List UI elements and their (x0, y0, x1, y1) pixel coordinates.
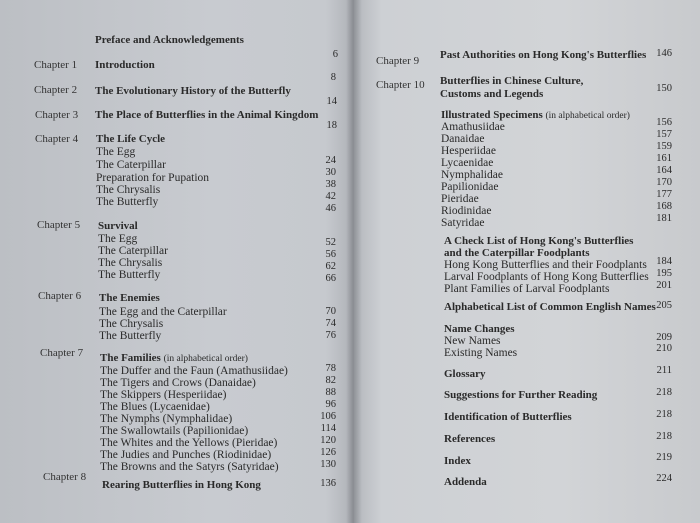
addenda-title: Addenda (444, 476, 487, 488)
toc-entry: The Browns and the Satyrs (Satyridae) (100, 461, 279, 473)
alphabetical-list-title: Alphabetical List of Common English Names (444, 301, 656, 313)
toc-entry: The Duffer and the Faun (Amathusiidae) (100, 365, 288, 377)
page-number: 52 (325, 237, 336, 248)
chapter-7-title-text: The Families (100, 352, 161, 364)
specimens-note: (in alphabetical order) (545, 111, 630, 121)
chapter-7-label: Chapter 7 (40, 347, 84, 359)
toc-entry: New Names (444, 335, 501, 347)
page-number: 218 (656, 431, 672, 442)
further-reading-title: Suggestions for Further Reading (444, 389, 598, 401)
page-number: 24 (325, 155, 336, 166)
toc-entry: The Butterfly (96, 196, 159, 208)
toc-entry: The Tigers and Crows (Danaidae) (100, 377, 256, 389)
specimens-title: Illustrated Specimens (441, 109, 543, 121)
page-number: 224 (656, 473, 672, 484)
chapter-1-label: Chapter 1 (34, 59, 78, 71)
toc-entry: Amathusiidae (441, 121, 505, 133)
page-number: 62 (325, 261, 336, 272)
page-number: 66 (325, 273, 336, 284)
references-title: References (444, 433, 496, 445)
book-gutter (346, 0, 362, 523)
chapter-3-label: Chapter 3 (35, 109, 79, 121)
toc-entry: Preparation for Pupation (96, 172, 210, 184)
page-number: 18 (326, 120, 337, 131)
toc-entry: The Skippers (Hesperiidae) (100, 389, 227, 401)
checklist-title-line2: and the Caterpillar Foodplants (444, 247, 590, 259)
page-number: 218 (656, 409, 672, 420)
toc-entry: Hong Kong Butterflies and their Foodplants (444, 259, 647, 271)
page-number: 130 (320, 459, 336, 470)
page-number: 74 (325, 318, 336, 329)
toc-entry: The Chrysalis (96, 184, 161, 196)
toc-entry: Larval Foodplants of Hong Kong Butterflies (444, 271, 649, 283)
chapter-6-title: The Enemies (99, 292, 160, 304)
page-number: 30 (325, 167, 336, 178)
page-number: 96 (325, 399, 336, 410)
toc-entry: Danaidae (441, 133, 485, 145)
page-number: 181 (656, 213, 672, 224)
toc-entry: The Caterpillar (96, 159, 166, 171)
chapter-4-label: Chapter 4 (35, 133, 79, 145)
page-number: 184 (656, 256, 672, 267)
chapter-10-label: Chapter 10 (376, 79, 425, 91)
index-title: Index (444, 455, 471, 467)
page-number: 164 (656, 165, 672, 176)
toc-entry: The Chrysalis (98, 257, 163, 269)
page-number: 46 (325, 203, 336, 214)
toc-entry: The Egg (96, 146, 136, 158)
page-number: 56 (325, 249, 336, 260)
page-number: 218 (656, 387, 672, 398)
page-number: 120 (320, 435, 336, 446)
page-number: 126 (320, 447, 336, 458)
page-number: 78 (325, 363, 336, 374)
toc-entry: The Butterfly (99, 330, 162, 342)
page-number: 157 (656, 129, 672, 140)
page-number: 8 (330, 72, 336, 83)
toc-entry: The Judies and Punches (Riodinidae) (100, 449, 272, 461)
chapter-9-title: Past Authorities on Hong Kong's Butterflies (440, 49, 647, 61)
page-number: 146 (656, 48, 672, 59)
toc-entry: Satyridae (441, 217, 485, 229)
chapter-5-label: Chapter 5 (37, 219, 81, 231)
toc-entry: The Swallowtails (Papilionidae) (100, 425, 249, 437)
chapter-9-label: Chapter 9 (376, 55, 420, 67)
page-number: 106 (320, 411, 336, 422)
page-number: 150 (656, 83, 672, 94)
chapter-2-label: Chapter 2 (34, 84, 78, 96)
page-number: 88 (325, 387, 336, 398)
specimens-heading (441, 110, 630, 122)
page-number: 168 (656, 201, 672, 212)
page-number: 211 (656, 365, 672, 376)
page-number: 82 (325, 375, 336, 386)
page-number: 219 (656, 452, 672, 463)
toc-entry: Papilionidae (441, 181, 499, 193)
chapter-1-title: Introduction (95, 59, 155, 71)
page-number: 76 (325, 330, 336, 341)
page-number: 114 (320, 423, 336, 434)
toc-entry: Existing Names (444, 347, 518, 359)
checklist-title-line1: A Check List of Hong Kong's Butterflies (444, 235, 634, 247)
page-number: 70 (325, 306, 336, 317)
toc-entry: The Egg and the Caterpillar (99, 306, 227, 318)
page-number: 38 (325, 179, 336, 190)
chapter-2-title: The Evolutionary History of the Butterfly (95, 85, 291, 97)
toc-entry: Riodinidae (441, 205, 492, 217)
chapter-7-title (100, 353, 248, 365)
chapter-3-title: The Place of Butterflies in the Animal Kingdom (95, 109, 319, 121)
page-number: 195 (656, 268, 672, 279)
toc-entry: Nymphalidae (441, 169, 503, 181)
toc-entry: Pieridae (441, 193, 479, 205)
page-number: 42 (325, 191, 336, 202)
chapter-7-note: (in alphabetical order) (163, 354, 248, 364)
toc-entry: The Whites and the Yellows (Pieridae) (100, 437, 278, 449)
toc-entry: The Blues (Lycaenidae) (100, 401, 210, 413)
page-number: 14 (326, 96, 337, 107)
page-number: 209 (656, 332, 672, 343)
chapter-10-title-line2: Customs and Legends (440, 88, 544, 100)
page-number: 159 (656, 141, 672, 152)
toc-entry: The Nymphs (Nymphalidae) (100, 413, 233, 425)
toc-entry: The Butterfly (98, 269, 161, 281)
toc-entry: The Caterpillar (98, 245, 168, 257)
page-number: 6 (332, 49, 338, 60)
chapter-6-label: Chapter 6 (38, 290, 82, 302)
page-number: 177 (656, 189, 672, 200)
toc-entry: Lycaenidae (441, 157, 494, 169)
glossary-title: Glossary (444, 368, 486, 380)
page-number: 156 (656, 117, 672, 128)
page-number: 161 (656, 153, 672, 164)
toc-entry: The Chrysalis (99, 318, 164, 330)
chapter-8-title: Rearing Butterflies in Hong Kong (102, 479, 261, 491)
preface-heading: Preface and Acknowledgements (95, 34, 244, 46)
chapter-4-title: The Life Cycle (96, 133, 166, 145)
chapter-5-title: Survival (98, 220, 138, 232)
toc-entry: Plant Families of Larval Foodplants (444, 283, 610, 295)
page-number: 205 (656, 300, 672, 311)
page-number: 170 (656, 177, 672, 188)
page-number: 210 (656, 343, 672, 354)
chapter-8-label: Chapter 8 (43, 471, 87, 483)
page-number: 201 (656, 280, 672, 291)
toc-entry: The Egg (98, 233, 138, 245)
chapter-10-title-line1: Butterflies in Chinese Culture, (440, 75, 584, 87)
toc-entry: Hesperiidae (441, 145, 496, 157)
page-number: 136 (320, 478, 336, 489)
name-changes-title: Name Changes (444, 323, 515, 335)
identification-title: Identification of Butterflies (444, 411, 572, 423)
